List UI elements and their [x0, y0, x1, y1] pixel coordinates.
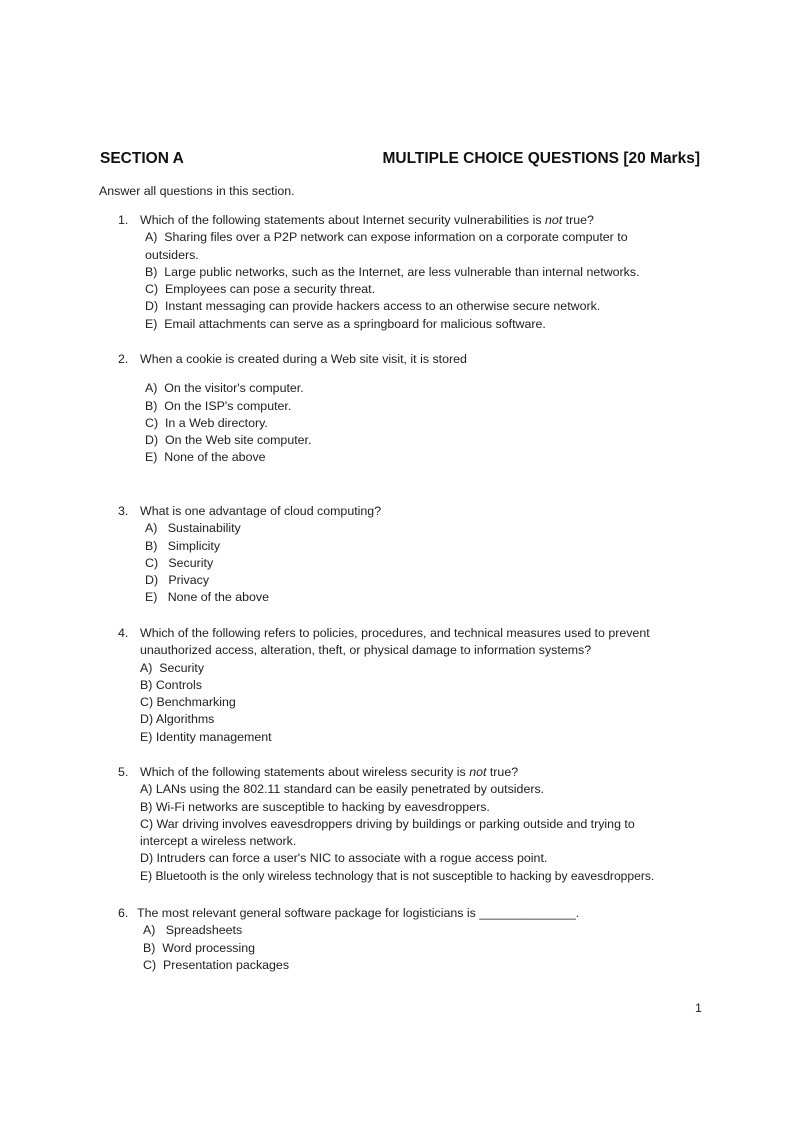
option-c: C) Presentation packages — [143, 957, 290, 972]
option-b: B) Word processing — [143, 940, 256, 955]
option-b: B) On the ISP's computer. — [145, 398, 292, 413]
question-stem: Which of the following refers to policies, procedures, and technical measures used to prevent unauthorized access, alteration, theft, or physical damage to information systems? — [140, 626, 650, 658]
option-b: B) Simplicity — [145, 538, 221, 553]
question-number: 6. — [118, 906, 129, 920]
options-list — [143, 922, 718, 974]
question-number: 1. — [118, 213, 129, 227]
question-number: 2. — [118, 352, 129, 366]
options-list — [145, 229, 718, 333]
option-d: D) Privacy — [145, 573, 210, 588]
question-6 — [118, 905, 718, 974]
option-e: E) None of the above — [145, 590, 269, 605]
option-a: A) Sharing files over a P2P network can expose information on a corporate computer to outsiders. — [145, 230, 628, 262]
option-e: E) Email attachments can serve as a springboard for malicious software. — [145, 316, 546, 331]
question-4 — [118, 625, 718, 746]
option-c: C) Employees can pose a security threat. — [145, 282, 376, 297]
emphasis: not — [544, 213, 563, 227]
option-b: B) Controls — [140, 677, 202, 692]
option-d: D) Algorithms — [140, 712, 215, 727]
question-2 — [118, 351, 718, 467]
question-stem: When a cookie is created during a Web site visit, it is stored — [140, 352, 467, 366]
option-c: C) War driving involves eavesdroppers driving by buildings or parking outside and trying to intercept a wireless network. — [140, 816, 635, 849]
options-list — [145, 520, 718, 606]
section-label: SECTION A — [100, 150, 184, 167]
option-d: D) Intruders can force a user's NIC to associate with a rogue access point. — [140, 851, 548, 866]
option-e: E) None of the above — [145, 450, 266, 465]
option-e: E) Identity management — [140, 729, 272, 744]
question-stem: The most relevant general software package for logisticians is ______________. — [137, 906, 580, 920]
section-header — [100, 150, 700, 172]
option-a: A) Sustainability — [145, 521, 241, 536]
page-number: 1 — [695, 1001, 702, 1015]
option-b: B) Large public networks, such as the Internet, are less vulnerable than internal networks. — [145, 264, 640, 279]
option-a: A) LANs using the 802.11 standard can be easily penetrated by outsiders. — [140, 782, 545, 797]
option-a: A) Security — [140, 660, 205, 675]
instructions: Answer all questions in this section. — [99, 184, 295, 198]
question-number: 4. — [118, 626, 129, 640]
question-number: 5. — [118, 765, 129, 779]
options-list — [140, 781, 718, 885]
question-stem: Which of the following statements about Internet security vulnerabilities is not true? — [140, 213, 594, 227]
option-b: B) Wi-Fi networks are susceptible to hacking by eavesdroppers. — [140, 799, 490, 814]
option-c: C) Benchmarking — [140, 695, 236, 710]
option-d: D) On the Web site computer. — [145, 433, 312, 448]
option-a: A) On the visitor's computer. — [145, 381, 304, 396]
question-stem: What is one advantage of cloud computing? — [140, 504, 382, 518]
emphasis: not — [469, 765, 487, 779]
options-list — [145, 380, 718, 466]
option-a: A) Spreadsheets — [143, 923, 243, 938]
options-list — [140, 660, 718, 746]
option-c: C) In a Web directory. — [145, 415, 268, 430]
section-title: MULTIPLE CHOICE QUESTIONS [20 Marks] — [382, 150, 700, 167]
question-5 — [118, 764, 718, 885]
question-stem: Which of the following statements about wireless security is not true? — [140, 765, 519, 779]
option-d: D) Instant messaging can provide hackers access to an otherwise secure network. — [145, 299, 601, 314]
question-3 — [118, 503, 718, 607]
option-c: C) Security — [145, 555, 214, 570]
question-number: 3. — [118, 504, 129, 518]
question-1 — [118, 212, 718, 333]
option-e: E) Bluetooth is the only wireless technology that is not susceptible to hacking by eavesdroppers. — [140, 868, 655, 883]
